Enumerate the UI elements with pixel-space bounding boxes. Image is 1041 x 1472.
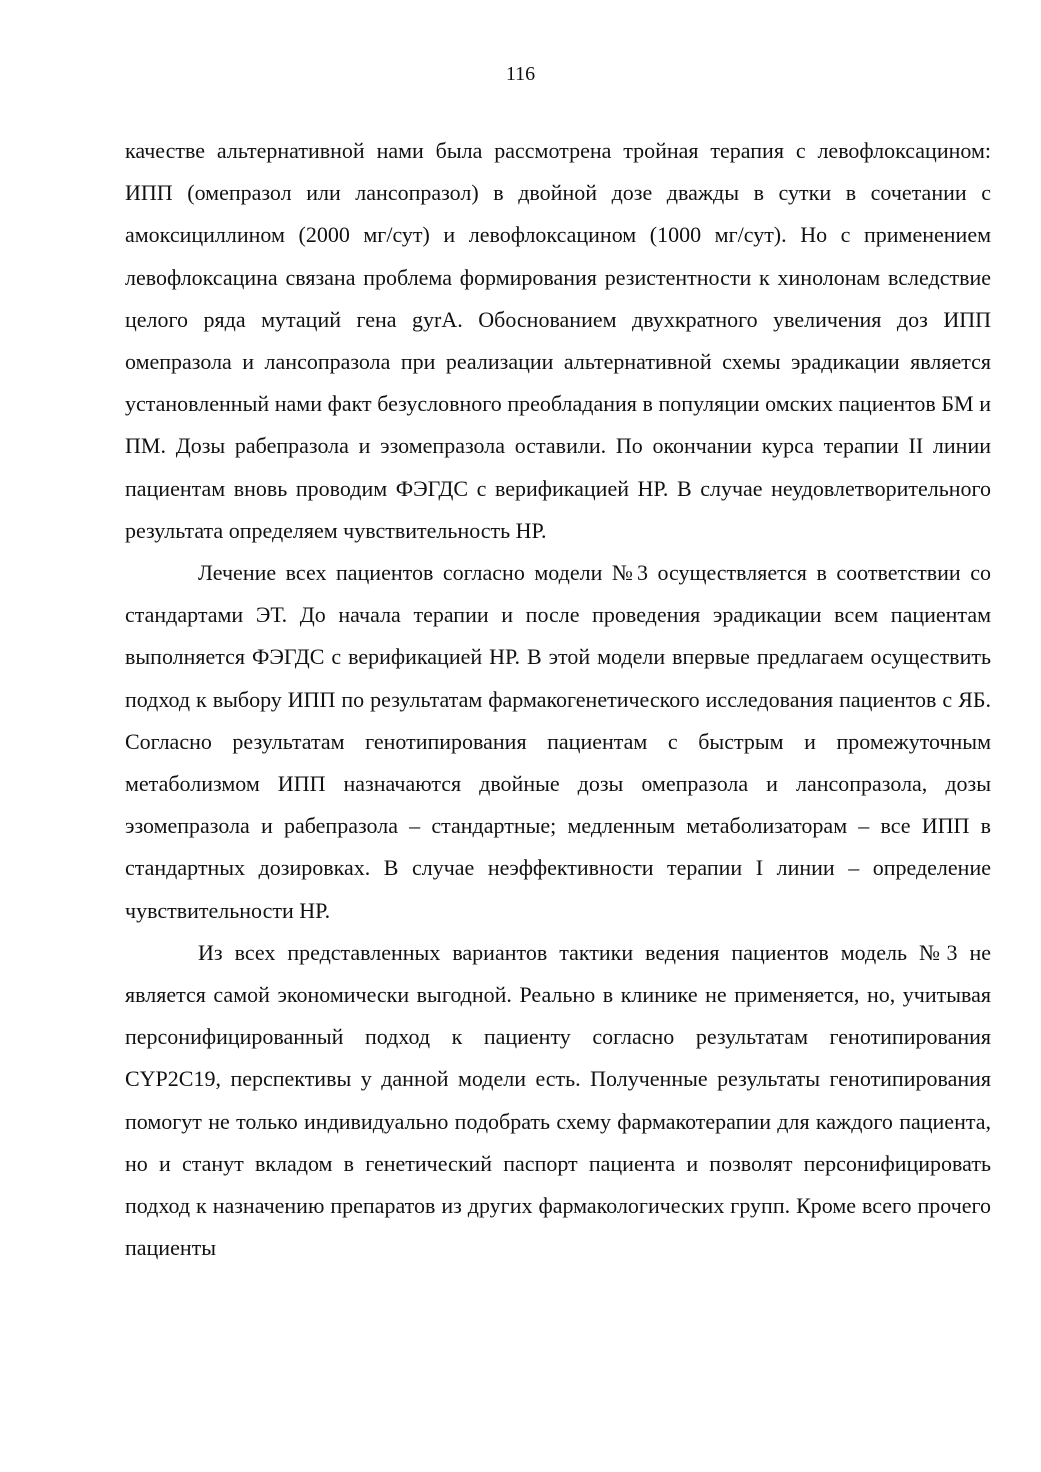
- paragraph-continuation: качестве альтернативной нами была рассмотрена тройная терапия с левофлоксацином: ИПП (омепразол или лансопразол) в двойной дозе дважды в сутки в сочетании с амоксициллином (2000 мг/сут) и левофлоксацином (1000 мг/сут). Но с применением левофлоксацина связана проблема формирования резистентности к хинолонам вследствие целого ряда мутаций гена gyrA. Обоснованием двухкратного увеличения доз ИПП омепразола и лансопразола при реализации альтернативной схемы эрадикации является установленный нами факт безусловного преобладания в популяции омских пациентов БМ и ПМ. Дозы рабепразола и эзомепразола оставили. По окончании курса терапии II линии пациентам вновь проводим ФЭГДС с верификацией НР. В случае неудовлетворительного результата определяем чувствительность НР.: [125, 138, 991, 543]
- page-number: 116: [505, 63, 536, 85]
- paragraph-model-3-treatment: Лечение всех пациентов согласно модели №3 осуществляется в соответствии со стандартами ЭТ. До начала терапии и после проведения эрадикации всем пациентам выполняется ФЭГДС с верификацией НР. В этой модели впервые предлагаем осуществить подход к выбору ИПП по результатам фармакогенетического исследования пациентов с ЯБ. Согласно результатам генотипирования пациентам с быстрым и промежуточным метаболизмом ИПП назначаются двойные дозы омепразола и лансопразола, дозы эзомепразола и рабепразола – стандартные; медленным метаболизаторам – все ИПП в стандартных дозировках. В случае неэффективности терапии I линии – определение чувствительности НР.: [125, 560, 991, 923]
- body-text: [125, 130, 991, 1269]
- paragraph-model-3-evaluation: Из всех представленных вариантов тактики ведения пациентов модель №3 не является самой экономически выгодной. Реально в клинике не применяется, но, учитывая персонифицированный подход к пациенту согласно результатам генотипирования CYP2C19, перспективы у данной модели есть. Полученные результаты генотипирования помогут не только индивидуально подобрать схему фармакотерапии для каждого пациента, но и станут вкладом в генетический паспорт пациента и позволят персонифицировать подход к назначению препаратов из других фармакологических групп. Кроме всего прочего пациенты: [125, 939, 991, 1261]
